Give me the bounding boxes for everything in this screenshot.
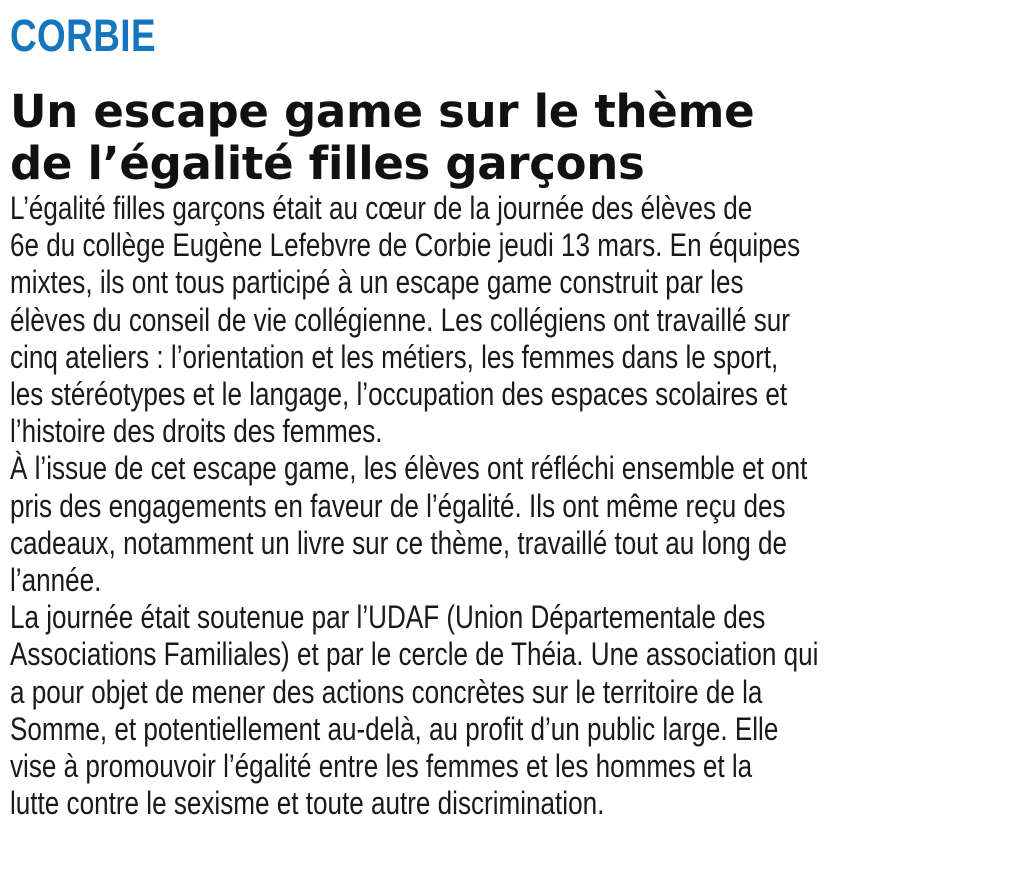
location-kicker: CORBIE [10, 10, 156, 61]
body-line: élèves du conseil de vie collégienne. Les collégiens ont travaillé sur [10, 301, 790, 338]
headline-line: de l’égalité filles garçons [10, 137, 645, 190]
body-line: l’année. [10, 562, 102, 599]
body-line: 6e du collège Eugène Lefebvre de Corbie jeudi 13 mars. En équipes [10, 227, 801, 264]
body-line: mixtes, ils ont tous participé à un escape game construit par les [10, 264, 744, 301]
headline [10, 86, 1014, 190]
body-line: La journée était soutenue par l’UDAF (Union Départementale des [10, 599, 766, 636]
body-line: les stéréotypes et le langage, l’occupation des espaces scolaires et [10, 376, 788, 413]
paragraph-1 [10, 190, 1012, 450]
body-line: l’histoire des droits des femmes. [10, 413, 383, 450]
body-line: pris des engagements en faveur de l’égalité. Ils ont même reçu des [10, 487, 786, 524]
body-line: vise à promouvoir l’égalité entre les femmes et les hommes et la [10, 748, 753, 785]
article-body [10, 190, 1012, 822]
body-line: L’égalité filles garçons était au cœur de la journée des élèves de [10, 190, 753, 226]
body-line: lutte contre le sexisme et toute autre discrimination. [10, 785, 605, 822]
body-line: a pour objet de mener des actions concrètes sur le territoire de la [10, 673, 763, 710]
paragraph-3 [10, 599, 1012, 822]
paragraph-2 [10, 450, 1012, 599]
body-line: Somme, et potentiellement au-delà, au profit d’un public large. Elle [10, 710, 779, 747]
body-line: cinq ateliers : l’orientation et les métiers, les femmes dans le sport, [10, 338, 779, 375]
body-line: cadeaux, notamment un livre sur ce thème, travaillé tout au long de [10, 524, 788, 561]
body-line: À l’issue de cet escape game, les élèves ont réfléchi ensemble et ont [10, 450, 808, 487]
headline-line: Un escape game sur le thème [10, 85, 755, 138]
body-line: Associations Familiales) et par le cercle de Théia. Une association qui [10, 636, 819, 673]
